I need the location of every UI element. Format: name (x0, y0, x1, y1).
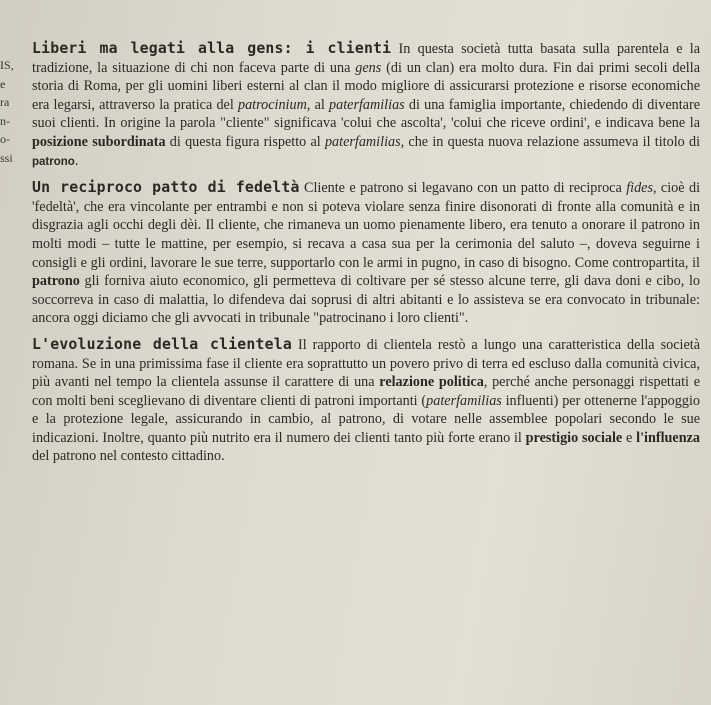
text-run: di questa figura rispetto al (165, 133, 325, 150)
margin-fragment: ssi (0, 150, 13, 165)
section-heading: Un reciproco patto di fedeltà (32, 179, 300, 197)
margin-fragment: e (0, 76, 6, 91)
bold-term: patrono (32, 155, 75, 168)
italic-term: fides (626, 180, 653, 197)
text-run: Il rapporto di clientela restò a lungo una caratteristica della società romana. Se in una primissima fase il cliente era soprattutto un povero privo di terra ed escluso dalla comunità civica, più avanti nel tempo la clientela assunse il carattere di una (32, 336, 700, 391)
bold-term: relazione politica (379, 374, 484, 391)
text-run: . (74, 152, 79, 169)
text-run: , perché anche personaggi rispettati e con molti beni sceglievano di diventare clienti di patroni importanti ( (32, 374, 700, 409)
paragraph-clienti (32, 40, 700, 171)
section-heading: L'evoluzione della clientela (32, 335, 292, 353)
italic-term: patrocinium (237, 96, 307, 113)
text-run: , al (306, 96, 330, 113)
paragraph-fedelta (32, 179, 700, 328)
italic-term: paterfamilias (324, 133, 401, 150)
text-run: (di un clan) era molto dura. Fin dai primi secoli della storia di Roma, per gli uomini liberi esterni al clan il modo migliore di assicurarsi protezione e risorse economiche era legarsi, attraverso la pratica del (32, 59, 700, 113)
bold-term: patrono (32, 273, 80, 290)
section-heading: Liberi ma legati alla gens: i clienti (32, 40, 392, 57)
italic-term: gens (355, 59, 382, 76)
text-run: , cioè di 'fedeltà', che era vincolante per entrambi e non si poteva violare senza finire disonorati di fronte alla comunità e in disgrazia agli occhi degli dèi. Il cliente, che rimaneva un uomo pienamente libero, era tenuto a onorare il patrono in molti modi – tutte le mattine, per esempio, si recava a casa sua per la cerimonia del saluto –, doveva seguirne i consigli e gli ordini, lavorare le sue terre, supportarlo con le armi in pugno, in caso di bisogno. Come contropartita, il (32, 180, 701, 271)
margin-fragment: o- (0, 132, 10, 146)
main-text (32, 40, 700, 474)
margin-fragment: n- (0, 113, 10, 128)
bold-term: l'influenza (636, 429, 700, 446)
text-run: di una famiglia importante, chiedendo di diventare suoi clienti. In origine la parola "cliente" significava 'colui che ascolta', 'colui che riceve ordini', e indicava bene la (32, 96, 700, 132)
text-run: In questa società tutta basata sulla parentela e la tradizione, la situazione di chi non faceva parte di una (32, 41, 700, 76)
bold-term: prestigio sociale (525, 429, 623, 446)
bold-term: posizione subordinata (32, 133, 166, 150)
adjacent-page-margin (0, 56, 16, 167)
text-run: gli forniva aiuto economico, gli permetteva di coltivare per sé stesso alcune terre, gli dava doni e cibo, lo soccorreva in caso di malattia, lo difendeva dai soprusi di altri abitanti e lo assisteva se era convocato in tribunale: ancora oggi diciamo che gli avvocati in tribunale "patrocinano i loro clienti". (32, 273, 700, 327)
italic-term: paterfamilias (426, 392, 502, 409)
text-run: influenti) per ottenerne l'appoggio e la protezione legale, assicurando in cambio, al patrono, di votare nelle assemblee popolari secondo le sue indicazioni. Inoltre, quanto più nutrito era il numero dei clienti tanto più forte erano il (32, 392, 700, 446)
text-run: e (622, 429, 637, 446)
text-run: Cliente e patrono si legavano con un patto di reciproca (299, 180, 627, 197)
margin-fragment: ra (0, 95, 10, 109)
text-run: , che in questa nuova relazione assumeva il titolo di (400, 133, 701, 150)
paragraph-evoluzione (32, 336, 700, 466)
text-run: del patrono nel contesto cittadino. (32, 448, 225, 465)
margin-fragment: IS, (0, 58, 14, 72)
italic-term: paterfamilias (329, 96, 405, 113)
